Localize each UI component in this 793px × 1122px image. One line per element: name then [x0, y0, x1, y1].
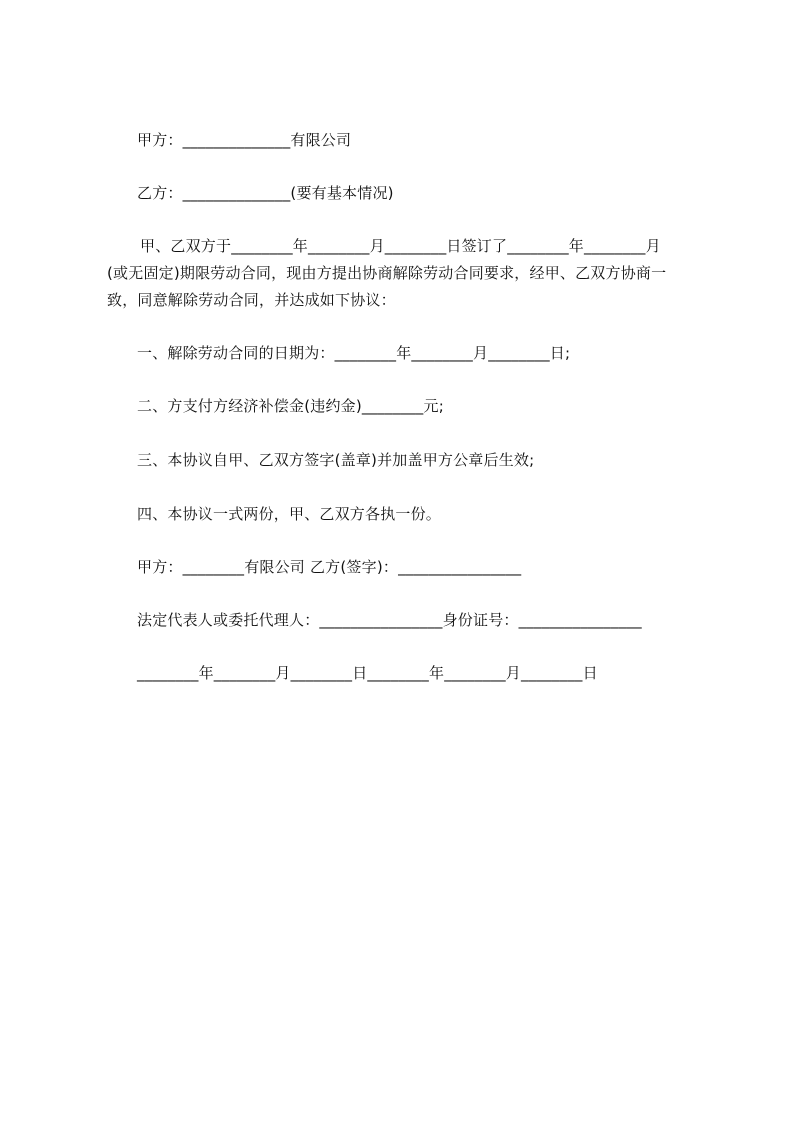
- signature-dates-line: ________年________月________日________年________月________日: [137, 664, 598, 682]
- signature-representative-line: 法定代表人或委托代理人：________________身份证号：________________: [137, 611, 642, 629]
- clause-4: 四、本协议一式两份，甲、乙双方各执一份。: [137, 505, 442, 523]
- clause-3: 三、本协议自甲、乙双方签字(盖章)并加盖甲方公章后生效;: [137, 451, 535, 469]
- intro-line-1: 甲、乙双方于________年________月________日签订了________年________月: [140, 237, 661, 255]
- party-b-line: 乙方：______________(要有基本情况): [137, 184, 394, 202]
- party-a-line: 甲方：______________有限公司: [137, 131, 352, 149]
- intro-line-2: (或无固定)期限劳动合同，现由方提出协商解除劳动合同要求，经甲、乙双方协商一: [107, 264, 667, 282]
- clause-2: 二、方支付方经济补偿金(违约金)________元;: [137, 397, 444, 415]
- intro-line-3: 致，同意解除劳动合同，并达成如下协议：: [107, 291, 396, 309]
- clause-1: 一、解除劳动合同的日期为：________年________月________日;: [137, 344, 571, 362]
- signature-parties-line: 甲方：________有限公司 乙方(签字)：________________: [137, 558, 522, 576]
